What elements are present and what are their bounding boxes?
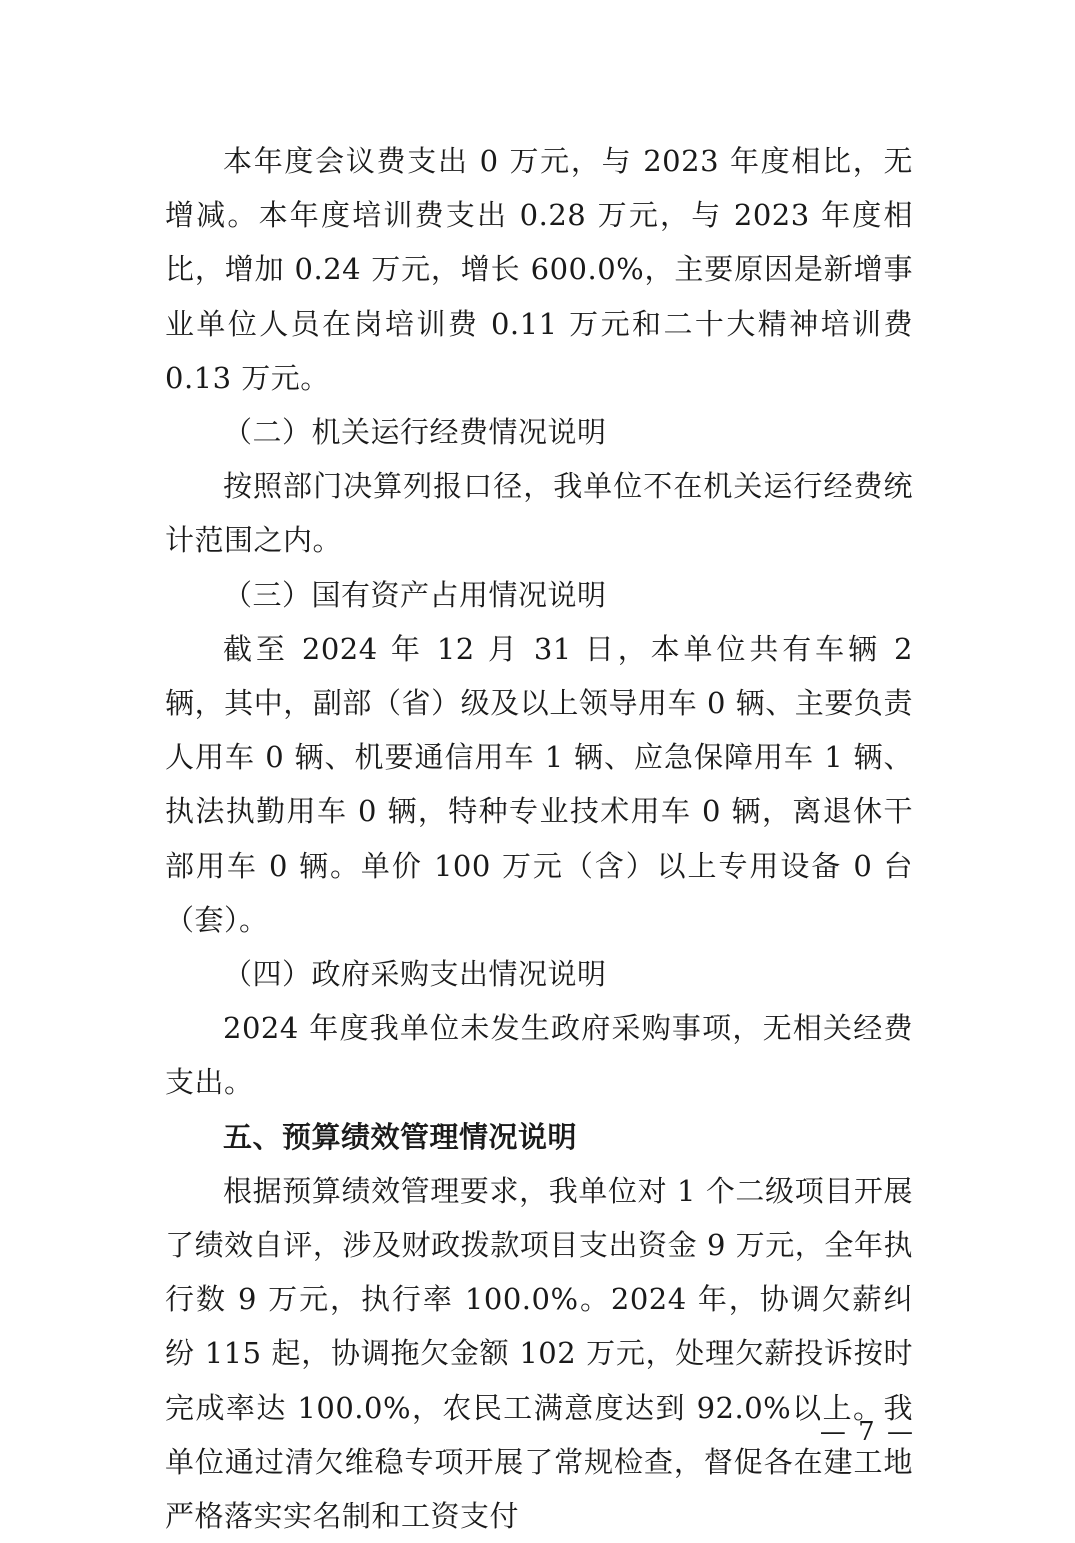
paragraph-meeting-training-fees: 本年度会议费支出 0 万元，与 2023 年度相比，无增减。本年度培训费支出 0.28 万元，与 2023 年度相比，增加 0.24 万元，增长 600.0%，主要原因是新增事业单位人员在岗培训费 0.11 万元和二十大精神培训费 0.13 万元。 — [165, 144, 913, 395]
heading-state-assets: （三）国有资产占用情况说明 — [223, 577, 607, 612]
paragraph-performance-management: 根据预算绩效管理要求，我单位对 1 个二级项目开展了绩效自评，涉及财政拨款项目支出资金 9 万元，全年执行数 9 万元，执行率 100.0%。2024 年，协调欠薪纠纷 115 起，协调拖欠金额 102 万元，处理欠薪投诉按时完成率达 100.0%，农民工满意度达到 92.0%以上。我单位通过清欠维稳专项开展了常规检查，督促各在建工地严格落实实名制和工资支付 — [165, 1173, 913, 1534]
heading-performance-management: 五、预算绩效管理情况说明 — [223, 1119, 578, 1154]
paragraph-government-procurement: 2024 年度我单位未发生政府采购事项，无相关经费支出。 — [165, 1011, 913, 1100]
paragraph-state-assets: 截至 2024 年 12 月 31 日，本单位共有车辆 2 辆，其中，副部（省）级及以上领导用车 0 辆、主要负责人用车 0 辆、机要通信用车 1 辆、应急保障用车 1 辆、执法执勤用车 0 辆，特种专业技术用车 0 辆，离退休干部用车 0 辆。单价 100 万元（含）以上专用设备 0 台（套）。 — [165, 631, 913, 937]
page-number: — 7 — — [819, 1417, 915, 1447]
paragraph-operating-expenses: 按照部门决算列报口径，我单位不在机关运行经费统计范围之内。 — [165, 469, 913, 558]
heading-operating-expenses: （二）机关运行经费情况说明 — [223, 415, 607, 450]
document-page — [165, 134, 913, 1543]
heading-government-procurement: （四）政府采购支出情况说明 — [223, 957, 607, 992]
